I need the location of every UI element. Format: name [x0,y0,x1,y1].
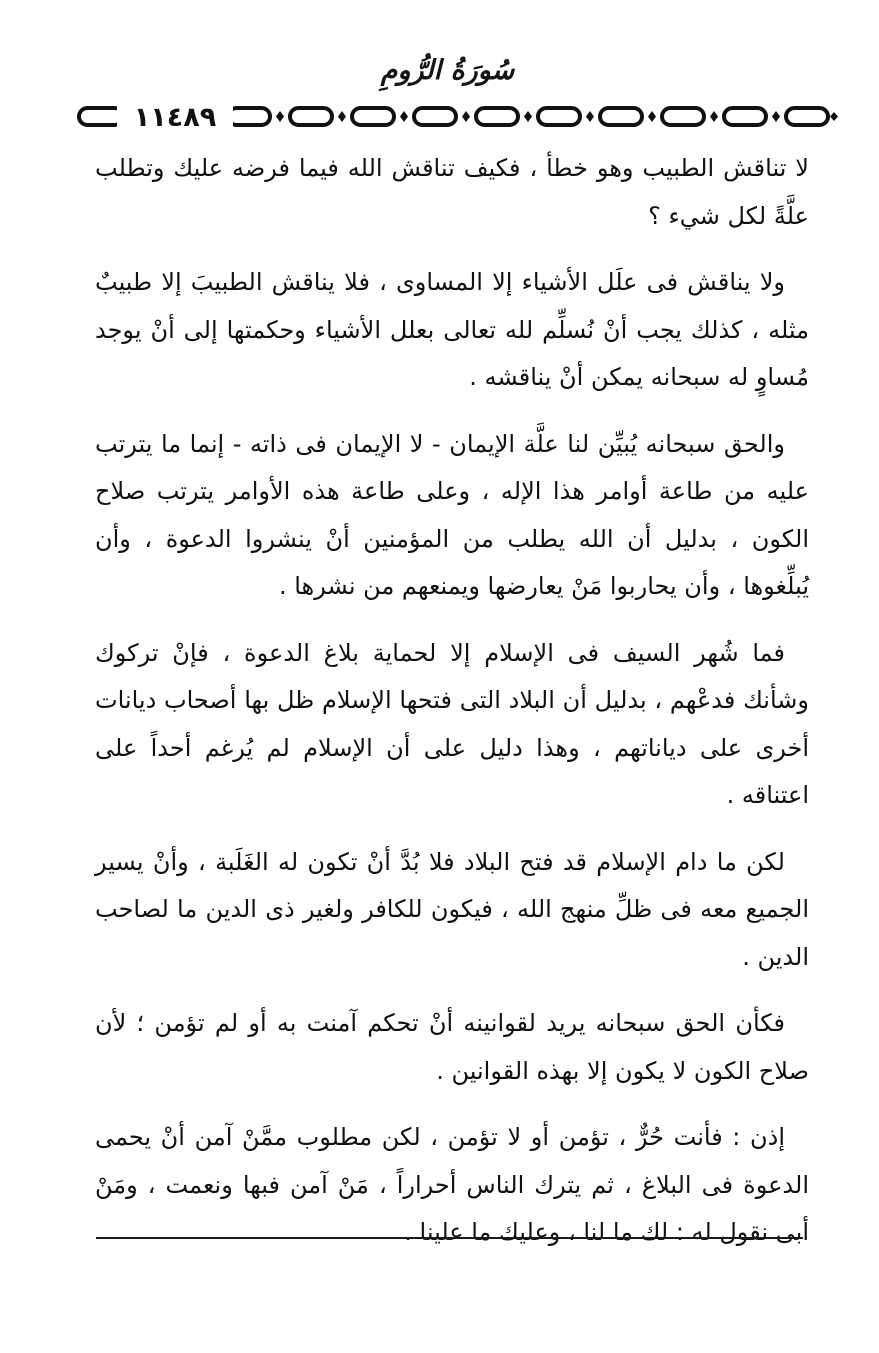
paragraph-3: والحق سبحانه يُبيِّن لنا علَّة الإيمان - لا الإيمان فى ذاته - إنما ما يترتب عليه من طاعة أوامر هذا الإله ، وعلى طاعة هذه الأوامر يترتب صلاح الكون ، بدليل أن الله يطلب من المؤمنين أنْ ينشروا الدعوة ، وأن يُبلِّغوها ، وأن يحاربوا مَنْ يعارضها ويمنعهم من نشرها . [95,429,809,600]
page-number: ١١٤٨٩ [117,96,233,138]
tafsir-body-text [95,145,809,1276]
paragraph-6: فكأن الحق سبحانه يريد لقوانينه أنْ تحكم آمنت به أو لم تؤمن ؛ لأن صلاح الكون لا يكون إلا بهذه القوانين . [95,1009,809,1085]
header-chain-border [75,96,841,138]
paragraph-4: فما شُهر السيف فى الإسلام إلا لحماية بلاغ الدعوة ، فإنْ تركوك وشأنك فدعْهم ، بدليل أن البلاد التى فتحها الإسلام ظل بها أصحاب ديانات أخرى على دياناتهم ، وهذا دليل على أن الإسلام لم يُرغم أحداً على اعتناقه . [95,638,809,809]
paragraph-2: ولا يناقش فى علَل الأشياء إلا المساوى ، فلا يناقش الطبيبَ إلا طبيبٌ مثله ، كذلك يجب أنْ نُسلِّم لله تعالى بعلل الأشياء وحكمتها إلى أنْ يوجد مُساوٍ له سبحانه يمكن أنْ يناقشه . [95,268,809,391]
footnote-divider [96,1237,803,1239]
surah-title: سُورَةُ الرُّومِ [380,54,515,86]
paragraph-5: لكن ما دام الإسلام قد فتح البلاد فلا بُدَّ أنْ تكون له الغَلَبة ، وأنْ يسير الجميع معه فى ظلِّ منهج الله ، فيكون للكافر ولغير ذى الدين ما لصاحب الدين . [95,847,809,971]
paragraph-1: لا تناقش الطبيب وهو خطأ ، فكيف تناقش الله فيما فرضه عليك وتطلب علَّةً لكل شيء ؟ [95,154,809,230]
paragraph-7: إذن : فأنت حُرٌّ ، تؤمن أو لا تؤمن ، لكن مطلوب ممَّنْ آمن أنْ يحمى الدعوة فى البلاغ ، ثم يترك الناس أحراراً ، مَنْ آمن فبها ونعمت ، ومَنْ أبى نقول له : لك ما لنا ، وعليك ما علينا . [95,1123,809,1246]
